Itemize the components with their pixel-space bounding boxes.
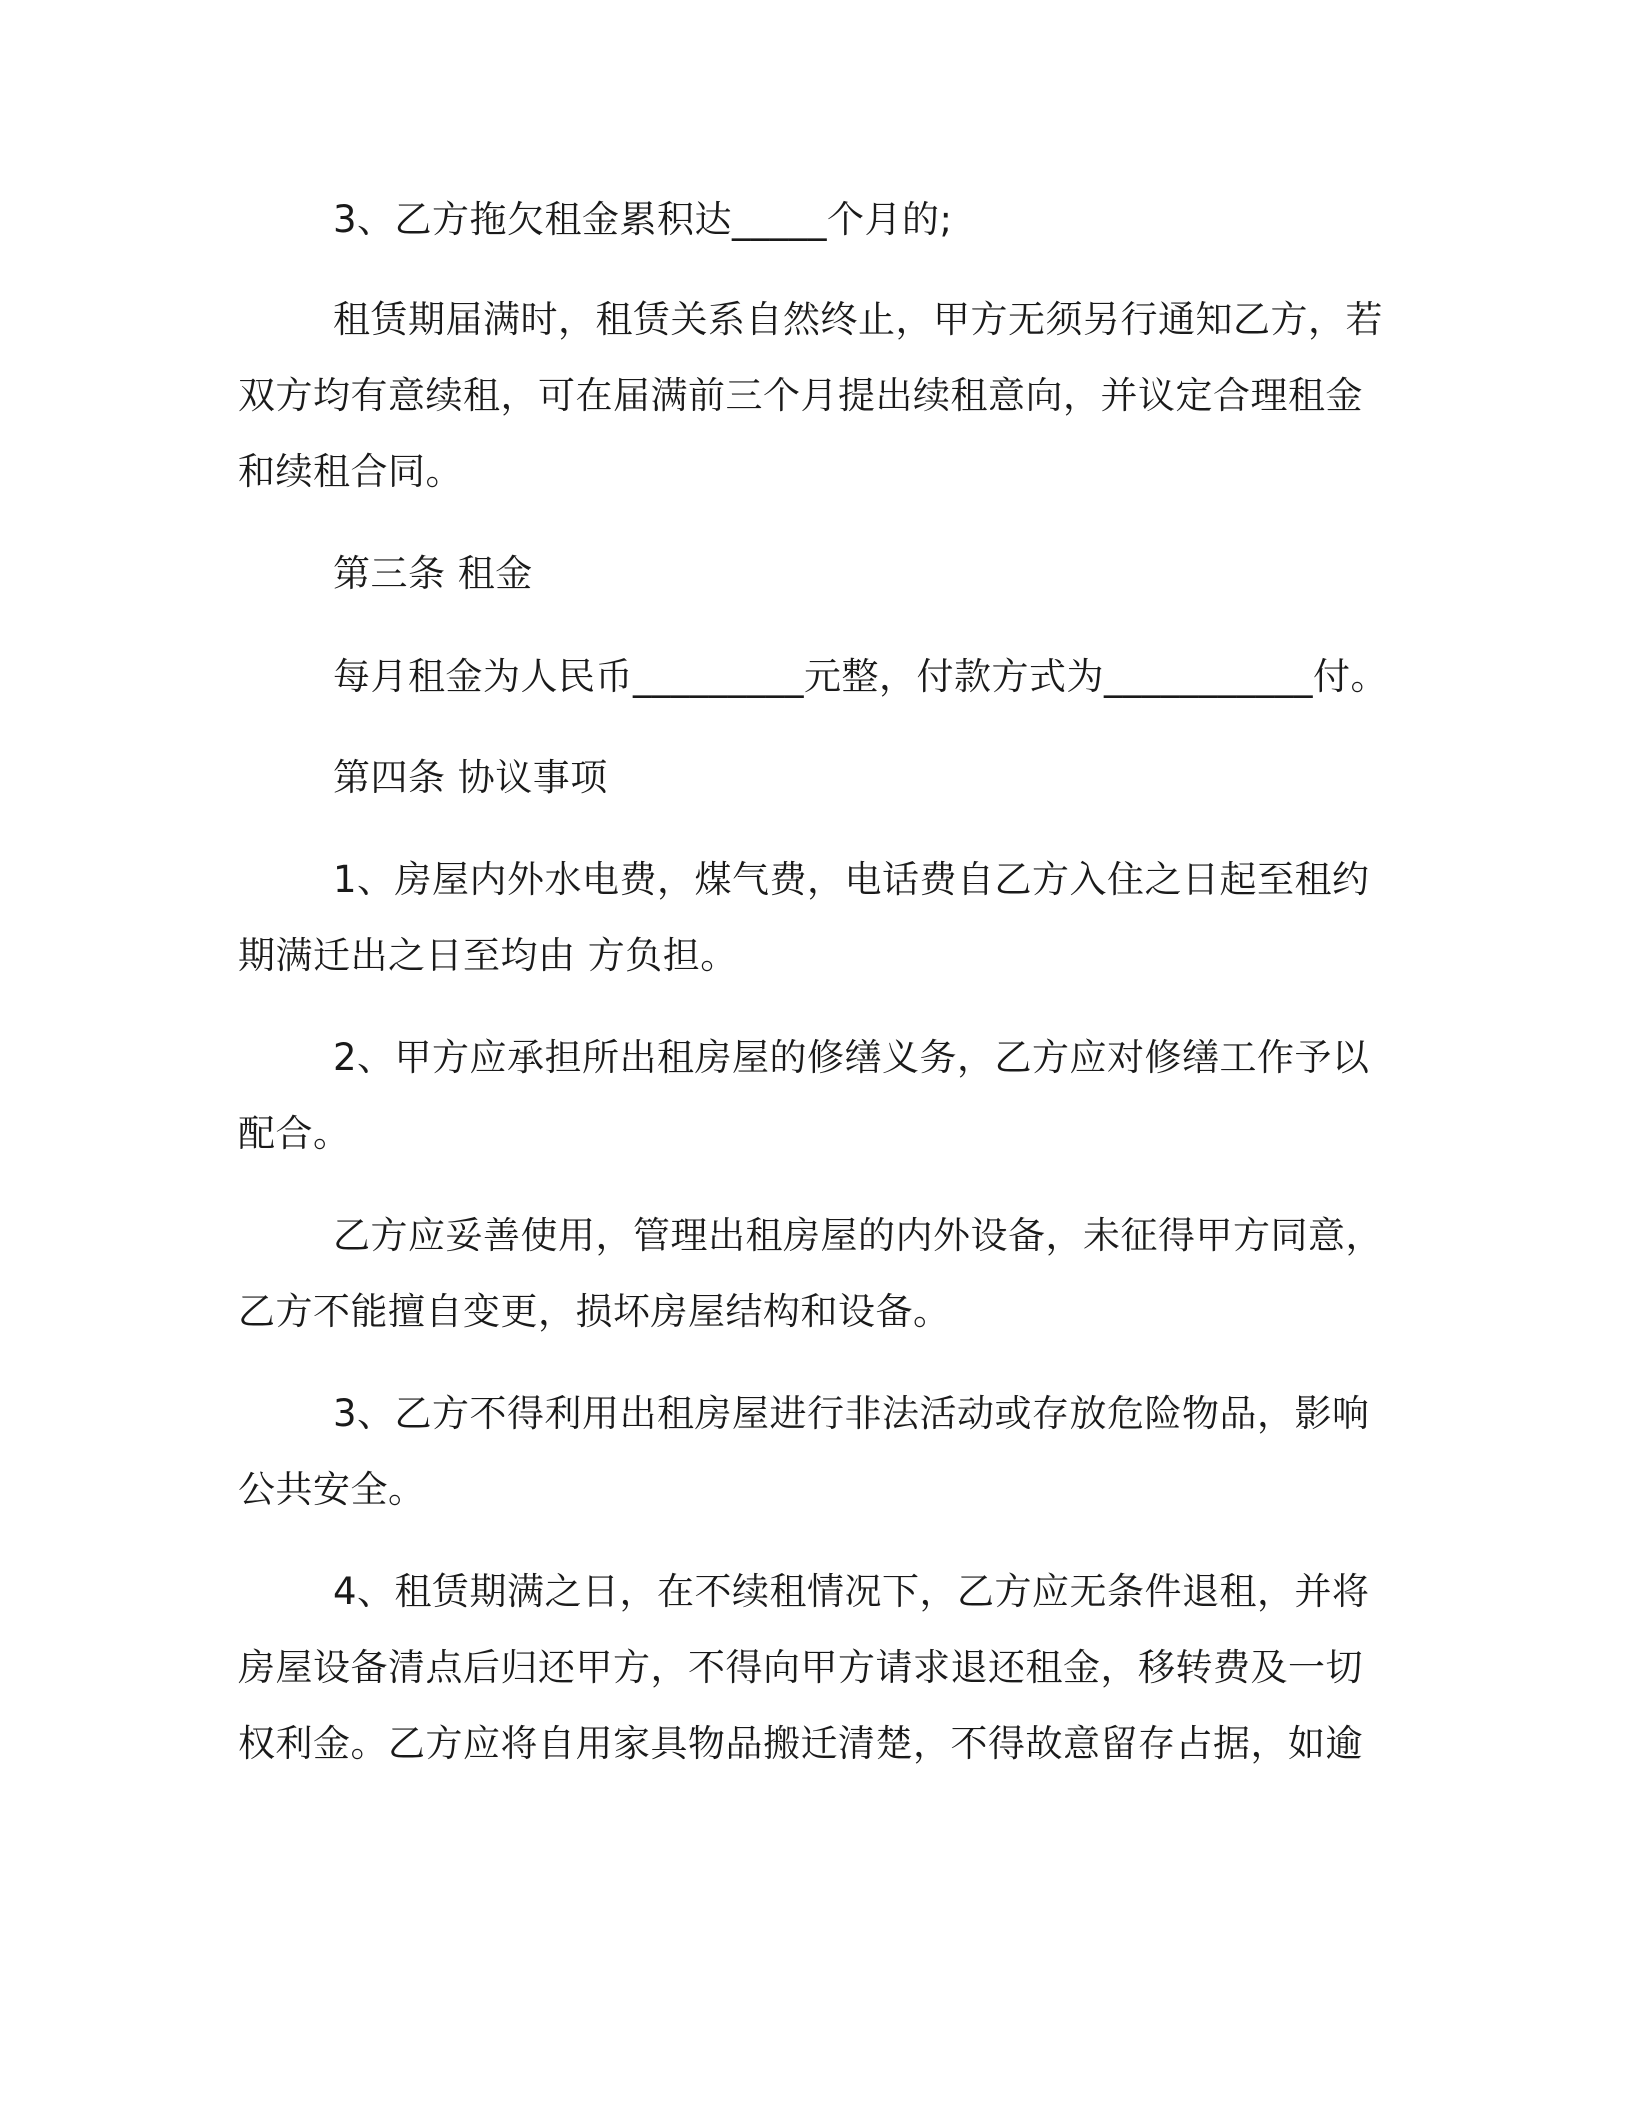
- text-line: 房屋设备清点后归还甲方，不得向甲方请求退还租金，移转费及一切: [238, 1646, 1363, 1689]
- section-heading: 第四条 协议事项: [333, 756, 608, 799]
- section-heading: 第三条 租金: [333, 552, 533, 595]
- text-line: 1、房屋内外水电费，煤气费，电话费自乙方入住之日起至租约: [333, 858, 1370, 901]
- text-line: 乙方不能擅自变更，损坏房屋结构和设备。: [238, 1290, 951, 1333]
- text-line: 3、乙方拖欠租金累积达_____个月的;: [333, 198, 953, 241]
- text-line: 和续租合同。: [238, 450, 463, 493]
- text-line: 双方均有意续租，可在届满前三个月提出续租意向，并议定合理租金: [238, 374, 1363, 417]
- text-line: 乙方应妥善使用，管理出租房屋的内外设备，未征得甲方同意，: [333, 1214, 1383, 1257]
- text-line: 3、乙方不得利用出租房屋进行非法活动或存放危险物品，影响: [333, 1392, 1370, 1435]
- text-line: 期满迁出之日至均由 方负担。: [238, 934, 738, 977]
- text-line: 租赁期届满时，租赁关系自然终止，甲方无须另行通知乙方，若: [333, 298, 1383, 341]
- text-line: 配合。: [238, 1112, 351, 1155]
- text-line: 4、租赁期满之日，在不续租情况下，乙方应无条件退租，并将: [333, 1570, 1370, 1613]
- text-line: 权利金。乙方应将自用家具物品搬迁清楚，不得故意留存占据，如逾: [238, 1722, 1363, 1765]
- text-line: 公共安全。: [238, 1468, 426, 1511]
- text-line: 2、甲方应承担所出租房屋的修缮义务，乙方应对修缮工作予以: [333, 1036, 1370, 1079]
- text-line: 每月租金为人民币_________元整，付款方式为___________付。: [333, 655, 1388, 698]
